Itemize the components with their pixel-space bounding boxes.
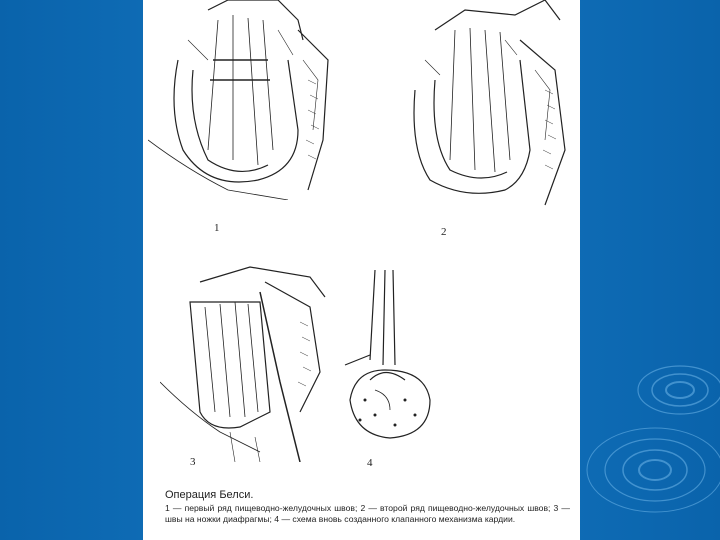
surgical-illustration-3 [160,262,330,462]
surgical-illustration-4 [335,270,445,445]
figure-label-2: 2 [441,226,447,238]
figure-label-4: 4 [367,457,373,469]
caption-title: Операция Белси. [165,489,254,501]
surgical-illustration-1 [148,0,338,200]
surgical-illustration-2 [395,0,575,210]
figure-label-1: 1 [214,222,220,234]
caption-text: 1 — первый ряд пищеводно-желудочных швов; 2 — второй ряд пищеводно-желудочных швов; 3 — швы на ножки диафрагмы; 4 — схема вновь созданного клапанного механизма кардии. [165,503,570,524]
figure-label-3: 3 [190,456,196,468]
water-ripple-decoration [560,340,720,540]
